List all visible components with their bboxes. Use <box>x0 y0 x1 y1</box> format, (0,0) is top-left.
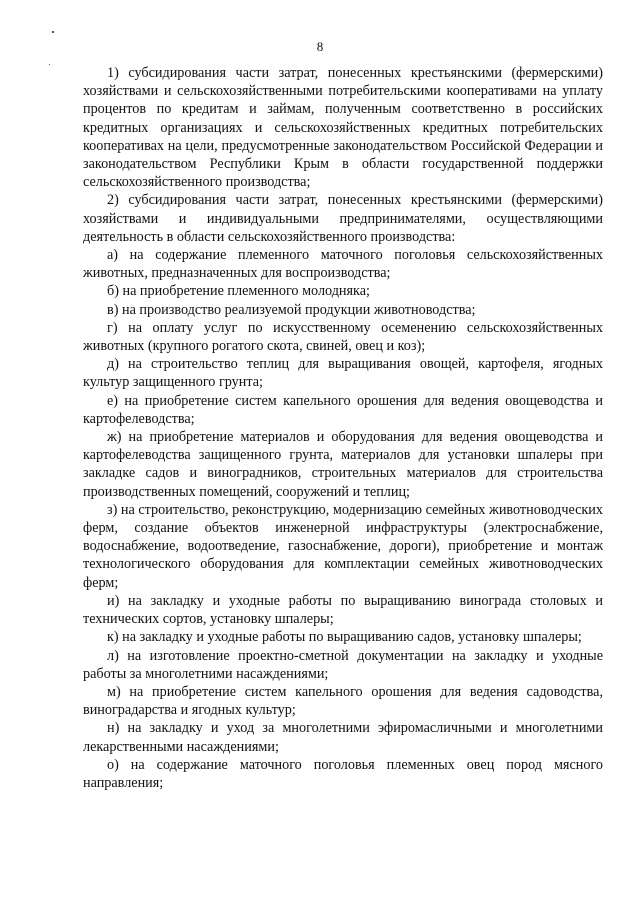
subitem-d: д) на строительство теплиц для выращивания овощей, картофеля, ягодных культур защищенного грунта; <box>83 356 603 391</box>
page-number: 8 <box>316 39 324 54</box>
subitem-g: г) на оплату услуг по искусственному осеменению сельскохозяйственных животных (крупного рогатого скота, свиней, овец и коз); <box>83 319 603 355</box>
subitem-k: к) на закладку и уходные работы по выращиванию садов, установку шпалеры; <box>107 629 582 646</box>
subitem-b: б) на приобретение племенного молодняка; <box>107 283 370 300</box>
subitem-z: з) на строительство, реконструкцию, модернизацию семейных животноводческих ферм, создание объектов инженерной инфраструктуры (электроснабжение, водоснабжение, водоотведение, газоснабжение, дороги), приобретение и монтаж технологического оборудования для комплектации семейных животноводческих ферм; <box>83 501 603 591</box>
paragraph-item-2: 2) субсидирования части затрат, понесенных крестьянскими (фермерскими) хозяйствами и индивидуальными предпринимателями, осуществляющими деятельность в области сельскохозяйственного производства: <box>83 192 603 245</box>
subitem-v: в) на производство реализуемой продукции животноводства; <box>107 301 476 318</box>
subitem-m: м) на приобретение систем капельного орошения для ведения садоводства, виноградарства и ягодных культур; <box>83 683 603 719</box>
document-body <box>83 64 603 792</box>
scan-speck <box>52 31 54 33</box>
subitem-zh: ж) на приобретение материалов и оборудования для ведения овощеводства и картофелеводства защищенного грунта, материалов для установки шпалеры при закладке садов и виноградников, строительных материалов для строительства производственных помещений, сооружений и теплиц; <box>83 429 603 500</box>
subitem-e: е) на приобретение систем капельного орошения для ведения овощеводства и картофелеводства; <box>83 392 603 427</box>
subitem-o: о) на содержание маточного поголовья племенных овец пород мясного направления; <box>83 756 603 791</box>
paragraph-item-1: 1) субсидирования части затрат, понесенных крестьянскими (фермерскими) хозяйствами и сельскохозяйственными потребительскими кооперативами на уплату процентов по кредитам и займам, полученным соответственно в российских кредитных организациях и сельскохозяйственных кредитных потребительских кооперативах на цели, предусмотренные законодательством Российской Федерации и законодательством Республики Крым в области государственной поддержки сельскохозяйственного производства; <box>83 65 603 191</box>
scan-speck <box>49 64 50 65</box>
subitem-a: а) на содержание племенного маточного поголовья сельскохозяйственных животных, предназначенных для воспроизводства; <box>83 247 603 282</box>
subitem-i: и) на закладку и уходные работы по выращиванию винограда столовых и технических сортов, установку шпалеры; <box>83 592 603 628</box>
subitem-l: л) на изготовление проектно-сметной документации на закладку и уходные работы за многолетними насаждениями; <box>83 647 603 682</box>
subitem-n: н) на закладку и уход за многолетними эфиромасличными и многолетними лекарственными насаждениями; <box>83 720 603 755</box>
